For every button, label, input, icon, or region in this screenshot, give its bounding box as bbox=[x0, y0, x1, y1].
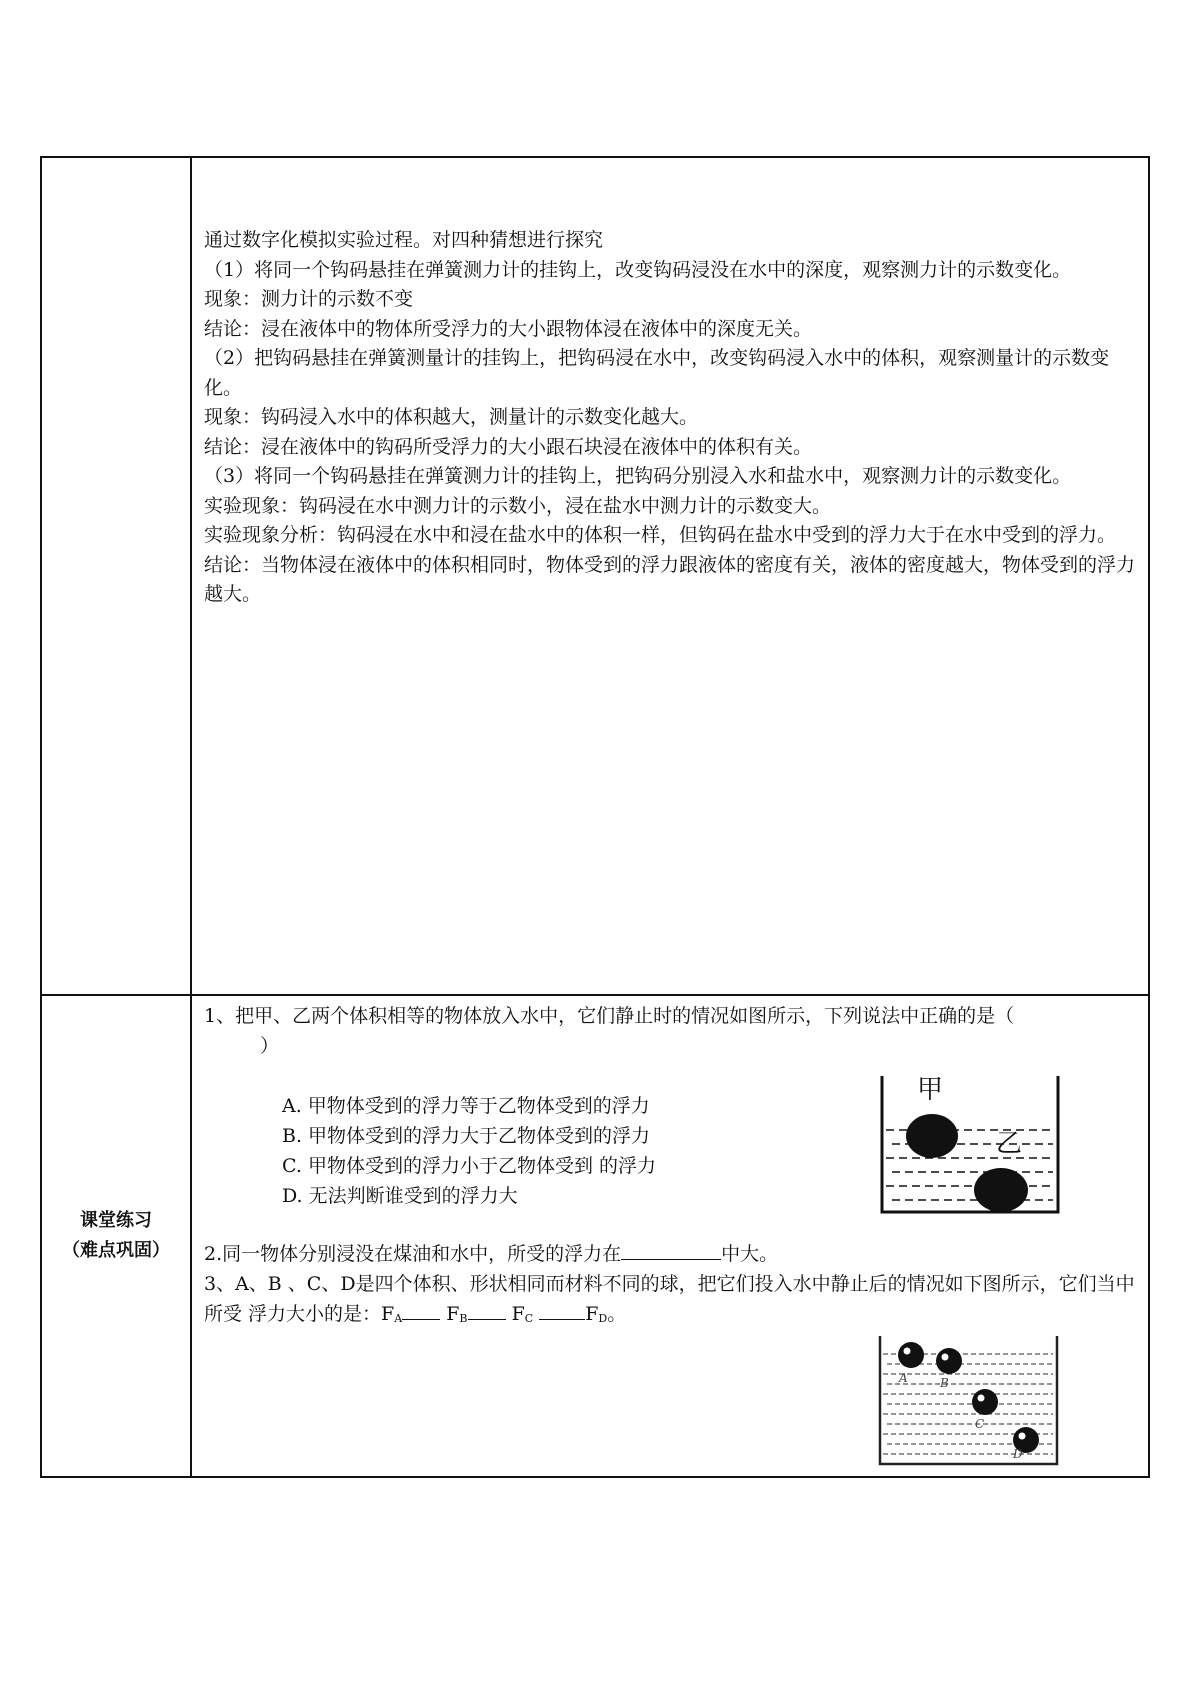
label-ball-d: D bbox=[1013, 1447, 1023, 1461]
experiment-line: 实验现象分析：钩码浸在水中和浸在盐水中的体积一样，但钩码在盐水中受到的浮力大于在水中受到的浮力。 bbox=[204, 524, 1117, 546]
ball-c-highlight bbox=[978, 1395, 985, 1402]
answer-blank-cd[interactable] bbox=[539, 1299, 585, 1320]
practice-content bbox=[192, 996, 1148, 1476]
experiment-intro: 通过数字化模拟实验过程。对四种猜想进行探究 bbox=[204, 229, 604, 251]
ball-a bbox=[898, 1342, 924, 1368]
beaker-figure-1 bbox=[878, 1068, 1066, 1216]
ball-c bbox=[972, 1389, 998, 1415]
force-subscript-a: A bbox=[394, 1312, 403, 1325]
question-1-text: 1、把甲、乙两个体积相等的物体放入水中，它们静止时的情况如图所示，下列说法中正确的是（ bbox=[204, 1005, 1015, 1027]
empty-label-cell bbox=[41, 157, 191, 995]
section-label-sub: （难点巩固） bbox=[62, 1240, 170, 1261]
label-ball-a: A bbox=[899, 1371, 908, 1385]
section-label-main: 课堂练习 bbox=[80, 1210, 152, 1231]
ball-a-highlight bbox=[904, 1348, 911, 1355]
practice-label-cell bbox=[41, 995, 191, 1477]
force-symbol: F bbox=[446, 1303, 460, 1325]
experiment-line: 实验现象：钩码浸在水中测力计的示数小，浸在盐水中测力计的示数变大。 bbox=[204, 494, 832, 517]
question-3 bbox=[204, 1269, 1136, 1334]
experiment-line: （1）将同一个钩码悬挂在弹簧测力计的挂钩上，改变钩码浸没在水中的深度，观察测力计的示数变化。 bbox=[204, 258, 1072, 281]
answer-bracket: ） bbox=[260, 1035, 280, 1057]
force-symbol: F bbox=[381, 1303, 395, 1325]
experiment-text bbox=[192, 158, 1148, 610]
experiment-line: （2）把钩码悬挂在弹簧测量计的挂钩上，把钩码浸在水中，改变钩码浸入水中的体积，观察测量计的示数变化。 bbox=[204, 347, 1110, 399]
force-symbol: F bbox=[585, 1303, 599, 1325]
experiment-line: （3）将同一个钩码悬挂在弹簧测力计的挂钩上，把钩码分别浸入水和盐水中，观察测力计的示数变化。 bbox=[204, 465, 1072, 487]
ball-jia bbox=[906, 1114, 958, 1158]
force-subscript-d: D bbox=[598, 1312, 608, 1325]
section-label bbox=[42, 1206, 190, 1266]
lesson-table bbox=[40, 156, 1150, 1478]
ball-b-highlight bbox=[942, 1354, 949, 1361]
practice-cell bbox=[191, 995, 1149, 1477]
question-2-end: 中大。 bbox=[721, 1243, 779, 1265]
question-3-end: 。 bbox=[607, 1303, 627, 1325]
label-jia: 甲 bbox=[917, 1075, 944, 1105]
question-2-text: 2.同一物体分别浸没在煤油和水中，所受的浮力在 bbox=[204, 1243, 622, 1265]
label-ball-b: B bbox=[940, 1376, 949, 1390]
option-b: B. 甲物体受到的浮力大于乙物体受到的浮力 bbox=[282, 1125, 651, 1147]
answer-blank[interactable] bbox=[621, 1239, 721, 1260]
practice-row bbox=[41, 995, 1149, 1477]
force-subscript-c: C bbox=[524, 1312, 534, 1325]
answer-blank-ab[interactable] bbox=[402, 1299, 440, 1320]
ball-d-highlight bbox=[1019, 1433, 1026, 1440]
label-yi: 乙 bbox=[996, 1129, 1023, 1159]
question-3-text: 3、A、B 、C、D是四个体积、形状相同而材料不同的球，把它们投入水中静止后的情况如下图所示，它们当中所受 浮力大小的是： bbox=[204, 1273, 1135, 1325]
experiment-line: 现象：测力计的示数不变 bbox=[204, 288, 414, 310]
question-2 bbox=[204, 1239, 1136, 1269]
experiment-line: 结论：浸在液体中的物体所受浮力的大小跟物体浸在液体中的深度无关。 bbox=[204, 317, 813, 340]
option-c: C. 甲物体受到的浮力小于乙物体受到 的浮力 bbox=[282, 1155, 656, 1177]
label-ball-c: C bbox=[975, 1417, 985, 1431]
experiment-line: 现象：钩码浸入水中的体积越大，测量计的示数变化越大。 bbox=[204, 406, 699, 428]
question-1-stem bbox=[204, 1001, 1136, 1061]
ball-yi bbox=[974, 1168, 1028, 1212]
beaker-figure-2 bbox=[877, 1332, 1061, 1468]
experiment-cell bbox=[191, 157, 1149, 995]
force-subscript-b: B bbox=[459, 1312, 468, 1325]
force-symbol: F bbox=[511, 1303, 525, 1325]
answer-blank-bc[interactable] bbox=[468, 1299, 506, 1320]
option-d: D. 无法判断谁受到的浮力大 bbox=[282, 1185, 518, 1207]
option-a: A. 甲物体受到的浮力等于乙物体受到的浮力 bbox=[282, 1095, 650, 1117]
experiment-line: 结论：当物体浸在液体中的体积相同时，物体受到的浮力跟液体的密度有关，液体的密度越大，物体受到的浮力越大。 bbox=[204, 553, 1136, 605]
experiment-line: 结论：浸在液体中的钩码所受浮力的大小跟石块浸在液体中的体积有关。 bbox=[204, 435, 813, 458]
ball-b bbox=[936, 1348, 962, 1374]
experiment-row bbox=[41, 157, 1149, 995]
